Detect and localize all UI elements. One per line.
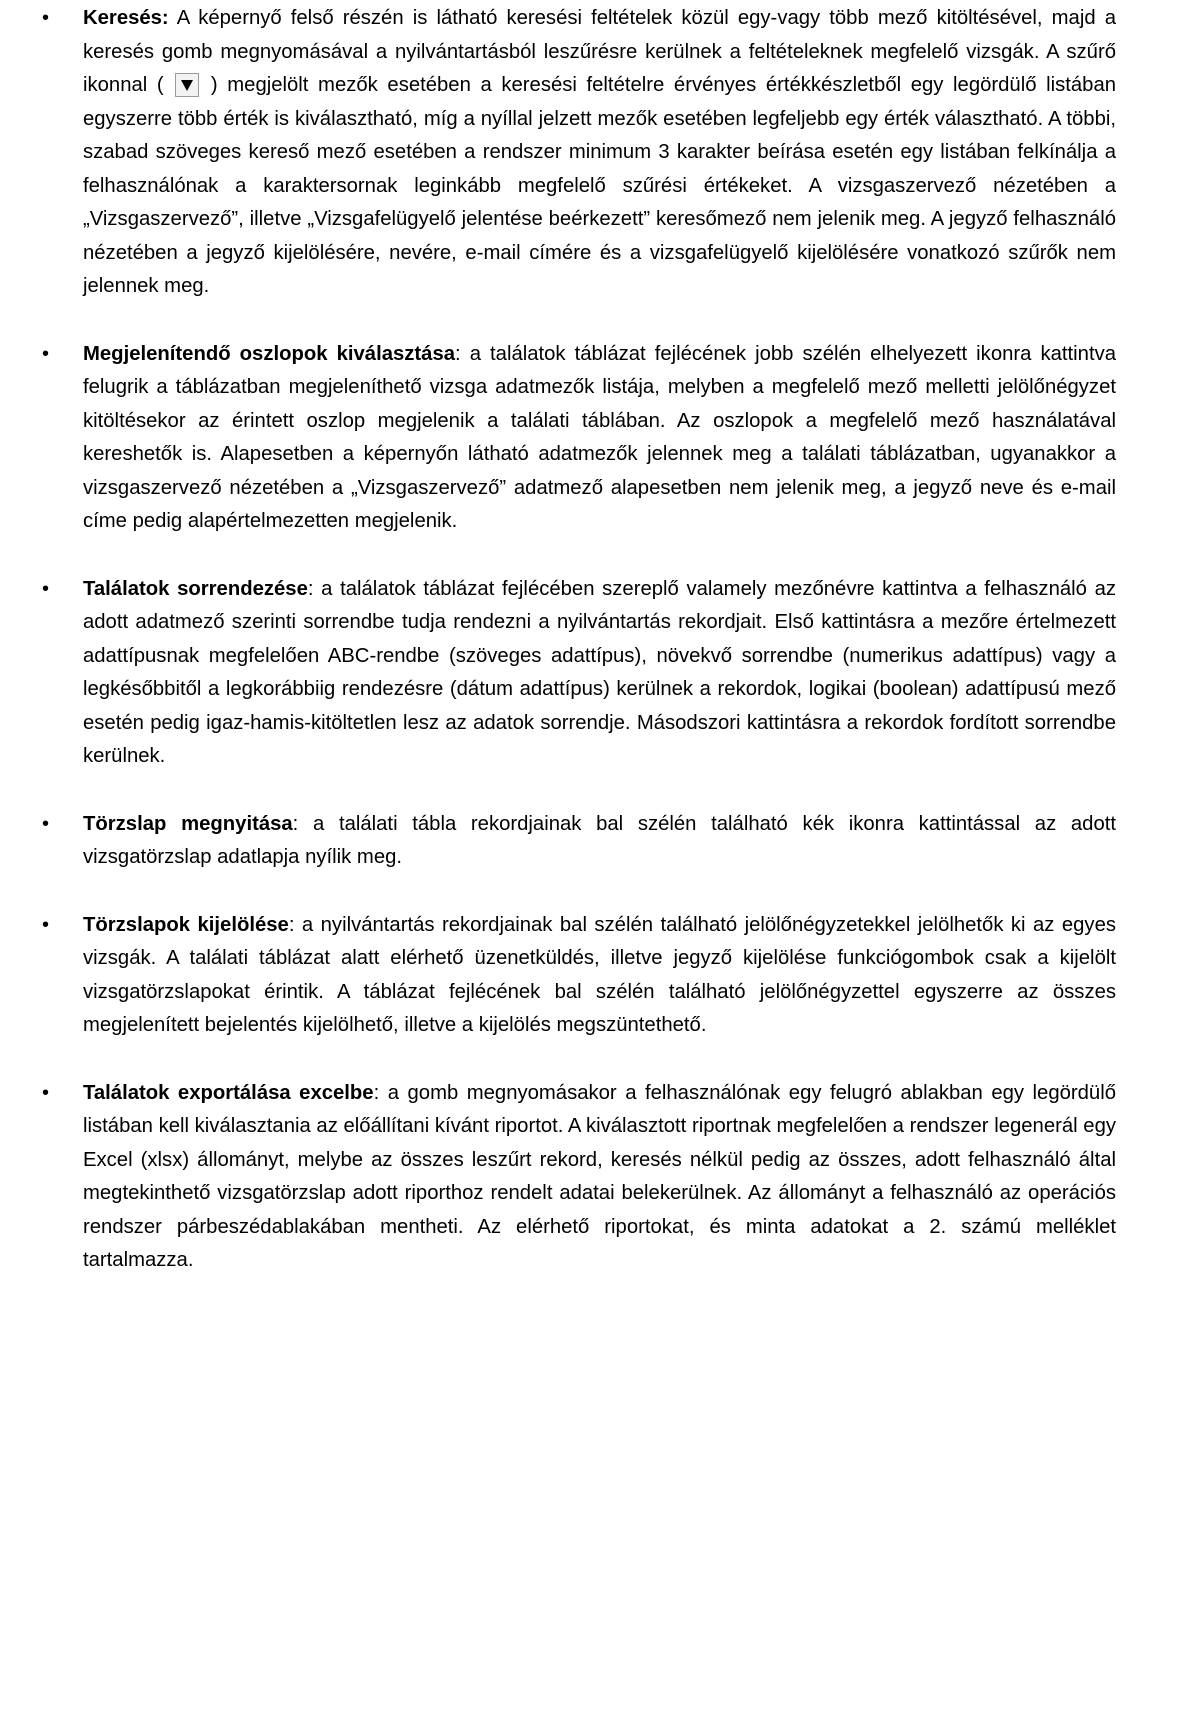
paragraph — [83, 338, 1116, 539]
list-item-sorting — [34, 573, 1116, 774]
paragraph — [83, 1077, 1116, 1278]
list-item-columns — [34, 338, 1116, 539]
item-text: : a találati tábla rekordjainak bal szélén található kék ikonra kattintással az adott vizsgatörzslap adatlapja nyílik meg. — [83, 812, 1116, 868]
bullet-list — [34, 2, 1116, 1278]
item-title: Törzslapok kijelölése — [83, 913, 289, 936]
paragraph — [83, 2, 1116, 304]
item-title: Találatok exportálása excelbe — [83, 1081, 374, 1104]
bullet-icon: • — [42, 1081, 50, 1104]
paragraph — [83, 808, 1116, 875]
bullet-icon: • — [42, 913, 50, 936]
item-text: : a nyilvántartás rekordjainak bal szélén található jelölőnégyzetekkel jelölhetők ki az egyes vizsgák. A találati táblázat alatt elérhető üzenetküldés, illetve jegyző kijelölése funkciógombok csak a kijelölt vizsgatörzslapokat érintik. A táblázat fejlécének bal szélén található jelölőnégyzettel egyszerre az összes megjelenített bejelentés kijelölhető, illetve a kijelölés megszüntethető. — [83, 913, 1116, 1036]
paragraph — [83, 573, 1116, 774]
list-item-open-record — [34, 808, 1116, 875]
item-text: : a gomb megnyomásakor a felhasználónak egy felugró ablakban egy legördülő listában kell kiválasztania az előállítani kívánt riportot. A kiválasztott riportnak megfelelően a rendszer legenerál egy Excel (xlsx) állományt, melybe az összes leszűrt rekord, keresés nélkül pedig az összes, adott felhasználó által megtekinthető vizsgatörzslap adott riporthoz rendelt adatai belekerülnek. Az állományt a felhasználó az operációs rendszer párbeszédablakában mentheti. Az elérhető riportokat, és minta adatokat a 2. számú melléklet tartalmazza. — [83, 1081, 1116, 1271]
item-text-after: ) megjelölt mezők esetében a keresési feltételre érvényes értékkészletből egy legördülő listában egyszerre több érték is kiválasztható, míg a nyíllal jelzett mezők esetében legfeljebb egy érték választható. A többi, szabad szöveges kereső mező esetében a rendszer minimum 3 karakter beírása esetén egy listában felkínálja a felhasználónak a karaktersornak leginkább megfelelő szűrési értékeket. A vizsgaszervező nézetében a „Vizsgaszervező”, illetve „Vizsgafelügyelő jelentése beérkezett” keresőmező nem jelenik meg. A jegyző felhasználó nézetében a jegyző kijelölésére, nevére, e-mail címére és a vizsgafelügyelő kijelölésére vonatkozó szűrők nem jelennek meg. — [83, 74, 1116, 297]
item-text: : a találatok táblázat fejlécében szereplő valamely mezőnévre kattintva a felhasználó az adott adatmező szerinti sorrendbe tudja rendezni a nyilvántartás rekordjait. Első kattintásra a mezőre értelmezett adattípusnak megfelelően ABC-rendbe (szöveges adattípus), növekvő sorrendbe (numerikus adattípus) vagy a legkésőbbitől a legkorábbiig rendezésre (dátum adattípus) kerülnek a rekordok, logikai (boolean) adattípusú mező esetén pedig igaz-hamis-kitöltetlen lesz az adatok sorrendje. Másodszori kattintásra a rekordok fordított sorrendbe kerülnek. — [83, 577, 1116, 767]
filter-icon — [175, 73, 199, 97]
item-title: Törzslap megnyitása — [83, 812, 293, 835]
list-item-select-records — [34, 909, 1116, 1043]
list-item-export — [34, 1077, 1116, 1278]
item-text: A képernyő felső részén is látható keresési feltételek közül egy-vagy több mező kitöltésével, majd a keresés gomb megnyomásával a nyilvántartásból leszűrésre kerülnek a feltételeknek megfelelő vizsgák. A szűrő ikonnal ( — [83, 7, 1116, 96]
bullet-icon: • — [42, 342, 50, 365]
list-item-search — [34, 2, 1116, 304]
item-title: Találatok sorrendezése — [83, 577, 308, 600]
item-text: : a találatok táblázat fejlécének jobb szélén elhelyezett ikonra kattintva felugrik a táblázatban megjeleníthető vizsga adatmezők listája, melyben a megfelelő mező melletti jelölőnégyzet kitöltésekor az érintett oszlop megjelenik a találati táblában. Az oszlopok a megfelelő mező használatával kereshetők is. Alapesetben a képernyőn látható adatmezők jelennek meg a találati táblázatban, ugyanakkor a vizsgaszervező nézetében a „Vizsgaszervező” adatmező alapesetben nem jelenik meg, a jegyző neve és e-mail címe pedig alapértelmezetten megjelenik. — [83, 342, 1116, 532]
item-title: Keresés: — [83, 7, 169, 29]
item-title: Megjelenítendő oszlopok kiválasztása — [83, 342, 456, 365]
bullet-icon: • — [42, 7, 50, 29]
bullet-icon: • — [42, 577, 50, 600]
bullet-icon: • — [42, 812, 50, 835]
paragraph — [83, 909, 1116, 1043]
